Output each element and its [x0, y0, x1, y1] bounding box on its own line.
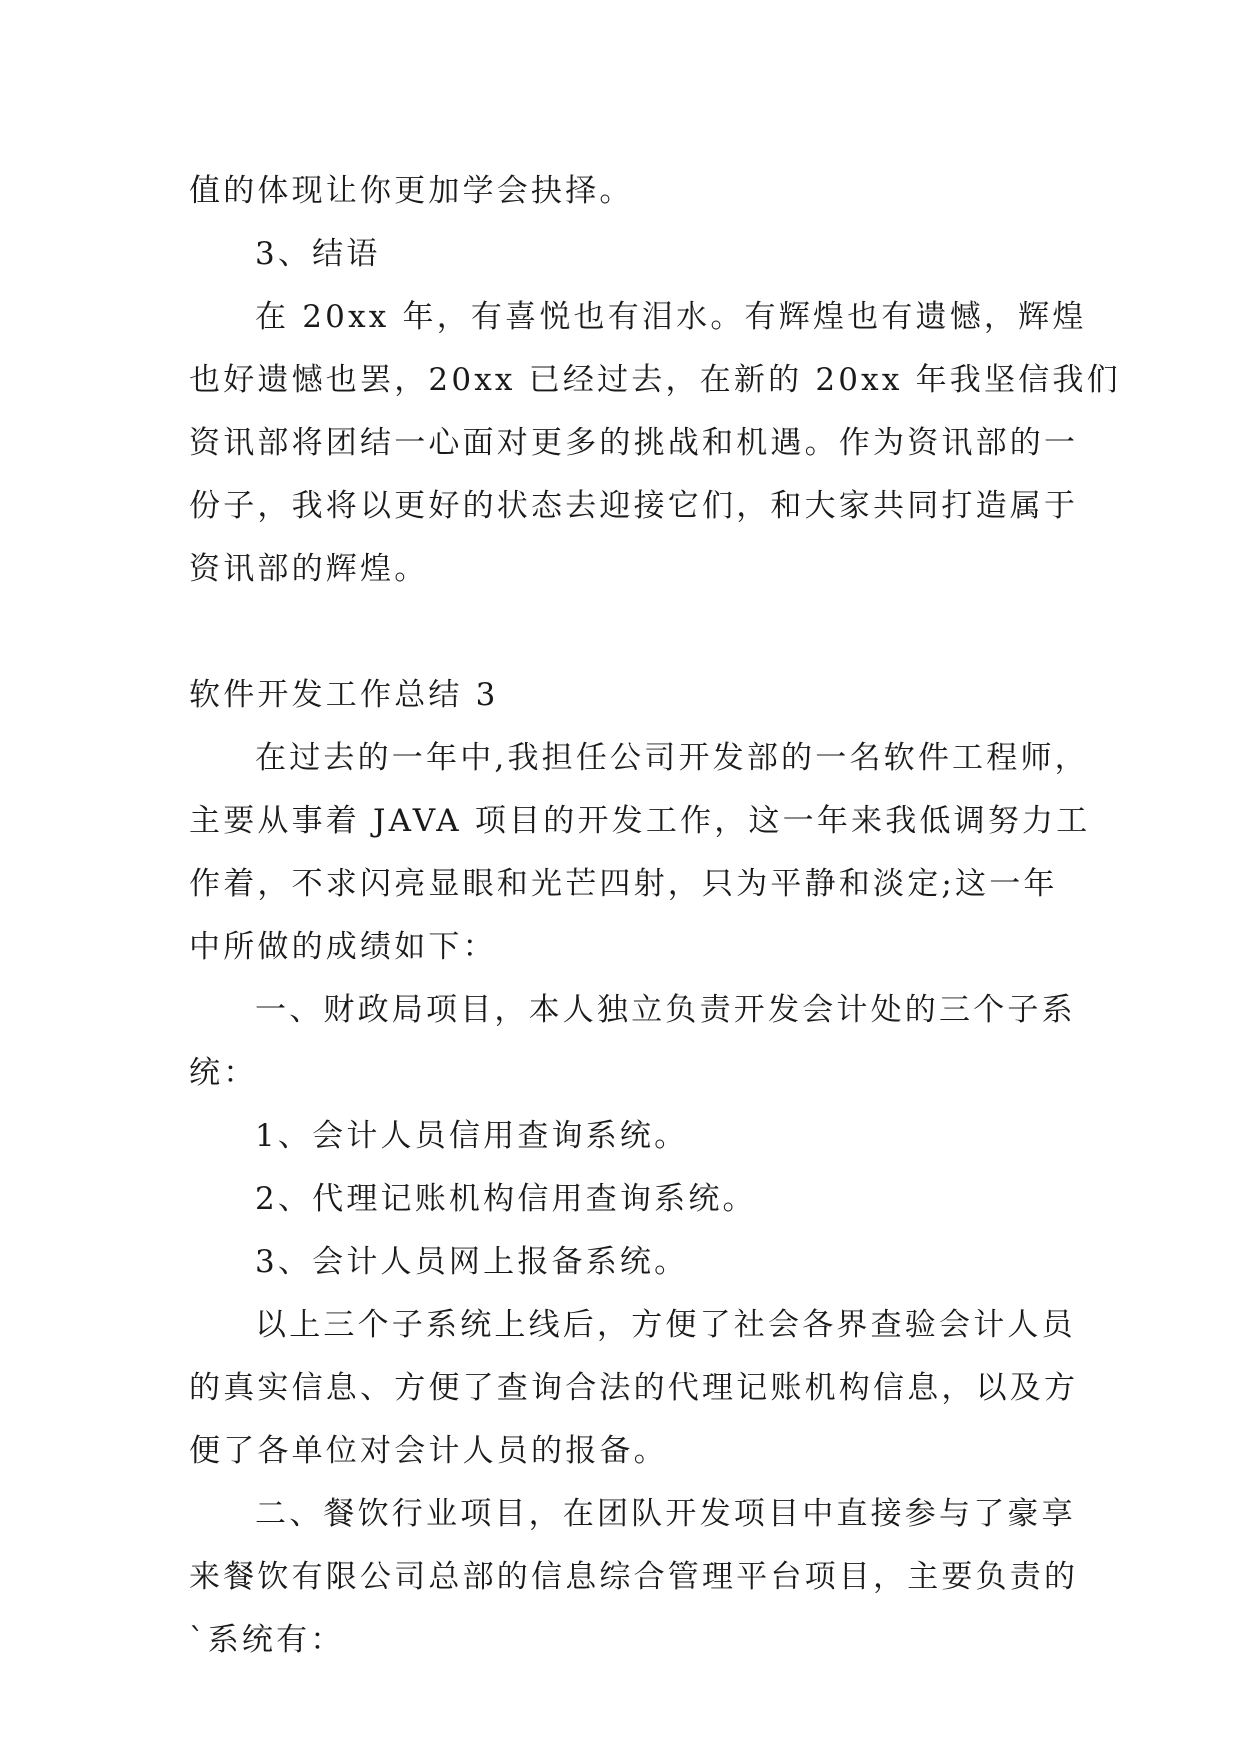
paragraph-line: 主要从事着 JAVA 项目的开发工作，这一年来我低调努力工 — [189, 803, 1091, 839]
subheading-conclusion: 3、结语 — [255, 236, 381, 272]
paragraph-line: 来餐饮有限公司总部的信息综合管理平台项目，主要负责的 — [189, 1559, 1079, 1595]
paragraph-line: 的真实信息、方便了查询合法的代理记账机构信息，以及方 — [189, 1370, 1079, 1406]
paragraph-line: 值的体现让你更加学会抉择。 — [189, 173, 634, 209]
paragraph-line: 以上三个子系统上线后，方便了社会各界查验会计人员 — [255, 1307, 1076, 1343]
paragraph-line: 份子，我将以更好的状态去迎接它们，和大家共同打造属于 — [189, 488, 1079, 524]
paragraph-line: 中所做的成绩如下： — [189, 929, 497, 965]
list-item: 2、代理记账机构信用查询系统。 — [255, 1181, 757, 1217]
paragraph-line: 也好遗憾也罢，20xx 已经过去，在新的 20xx 年我坚信我们 — [189, 362, 1121, 398]
paragraph-line: 一、财政局项目，本人独立负责开发会计处的三个子系 — [255, 992, 1076, 1028]
paragraph-line: 作着，不求闪亮显眼和光芒四射，只为平静和淡定;这一年 — [189, 866, 1058, 902]
document-body — [189, 160, 1121, 1672]
paragraph-line: 在 20xx 年，有喜悦也有泪水。有辉煌也有遗憾，辉煌 — [255, 299, 1087, 335]
section-title: 软件开发工作总结 3 — [189, 677, 499, 713]
paragraph-line: `系统有： — [189, 1622, 345, 1658]
list-item: 1、会计人员信用查询系统。 — [255, 1118, 689, 1154]
section-spacer — [189, 601, 1054, 664]
paragraph-line: 统： — [189, 1055, 258, 1091]
paragraph-line: 二、餐饮行业项目，在团队开发项目中直接参与了豪享 — [255, 1496, 1076, 1532]
paragraph-line: 便了各单位对会计人员的报备。 — [189, 1433, 668, 1469]
paragraph-line: 在过去的一年中,我担任公司开发部的一名软件工程师， — [255, 740, 1089, 776]
paragraph-line: 资讯部的辉煌。 — [189, 551, 429, 587]
paragraph-line: 资讯部将团结一心面对更多的挑战和机遇。作为资讯部的一 — [189, 425, 1079, 461]
list-item: 3、会计人员网上报备系统。 — [255, 1244, 689, 1280]
